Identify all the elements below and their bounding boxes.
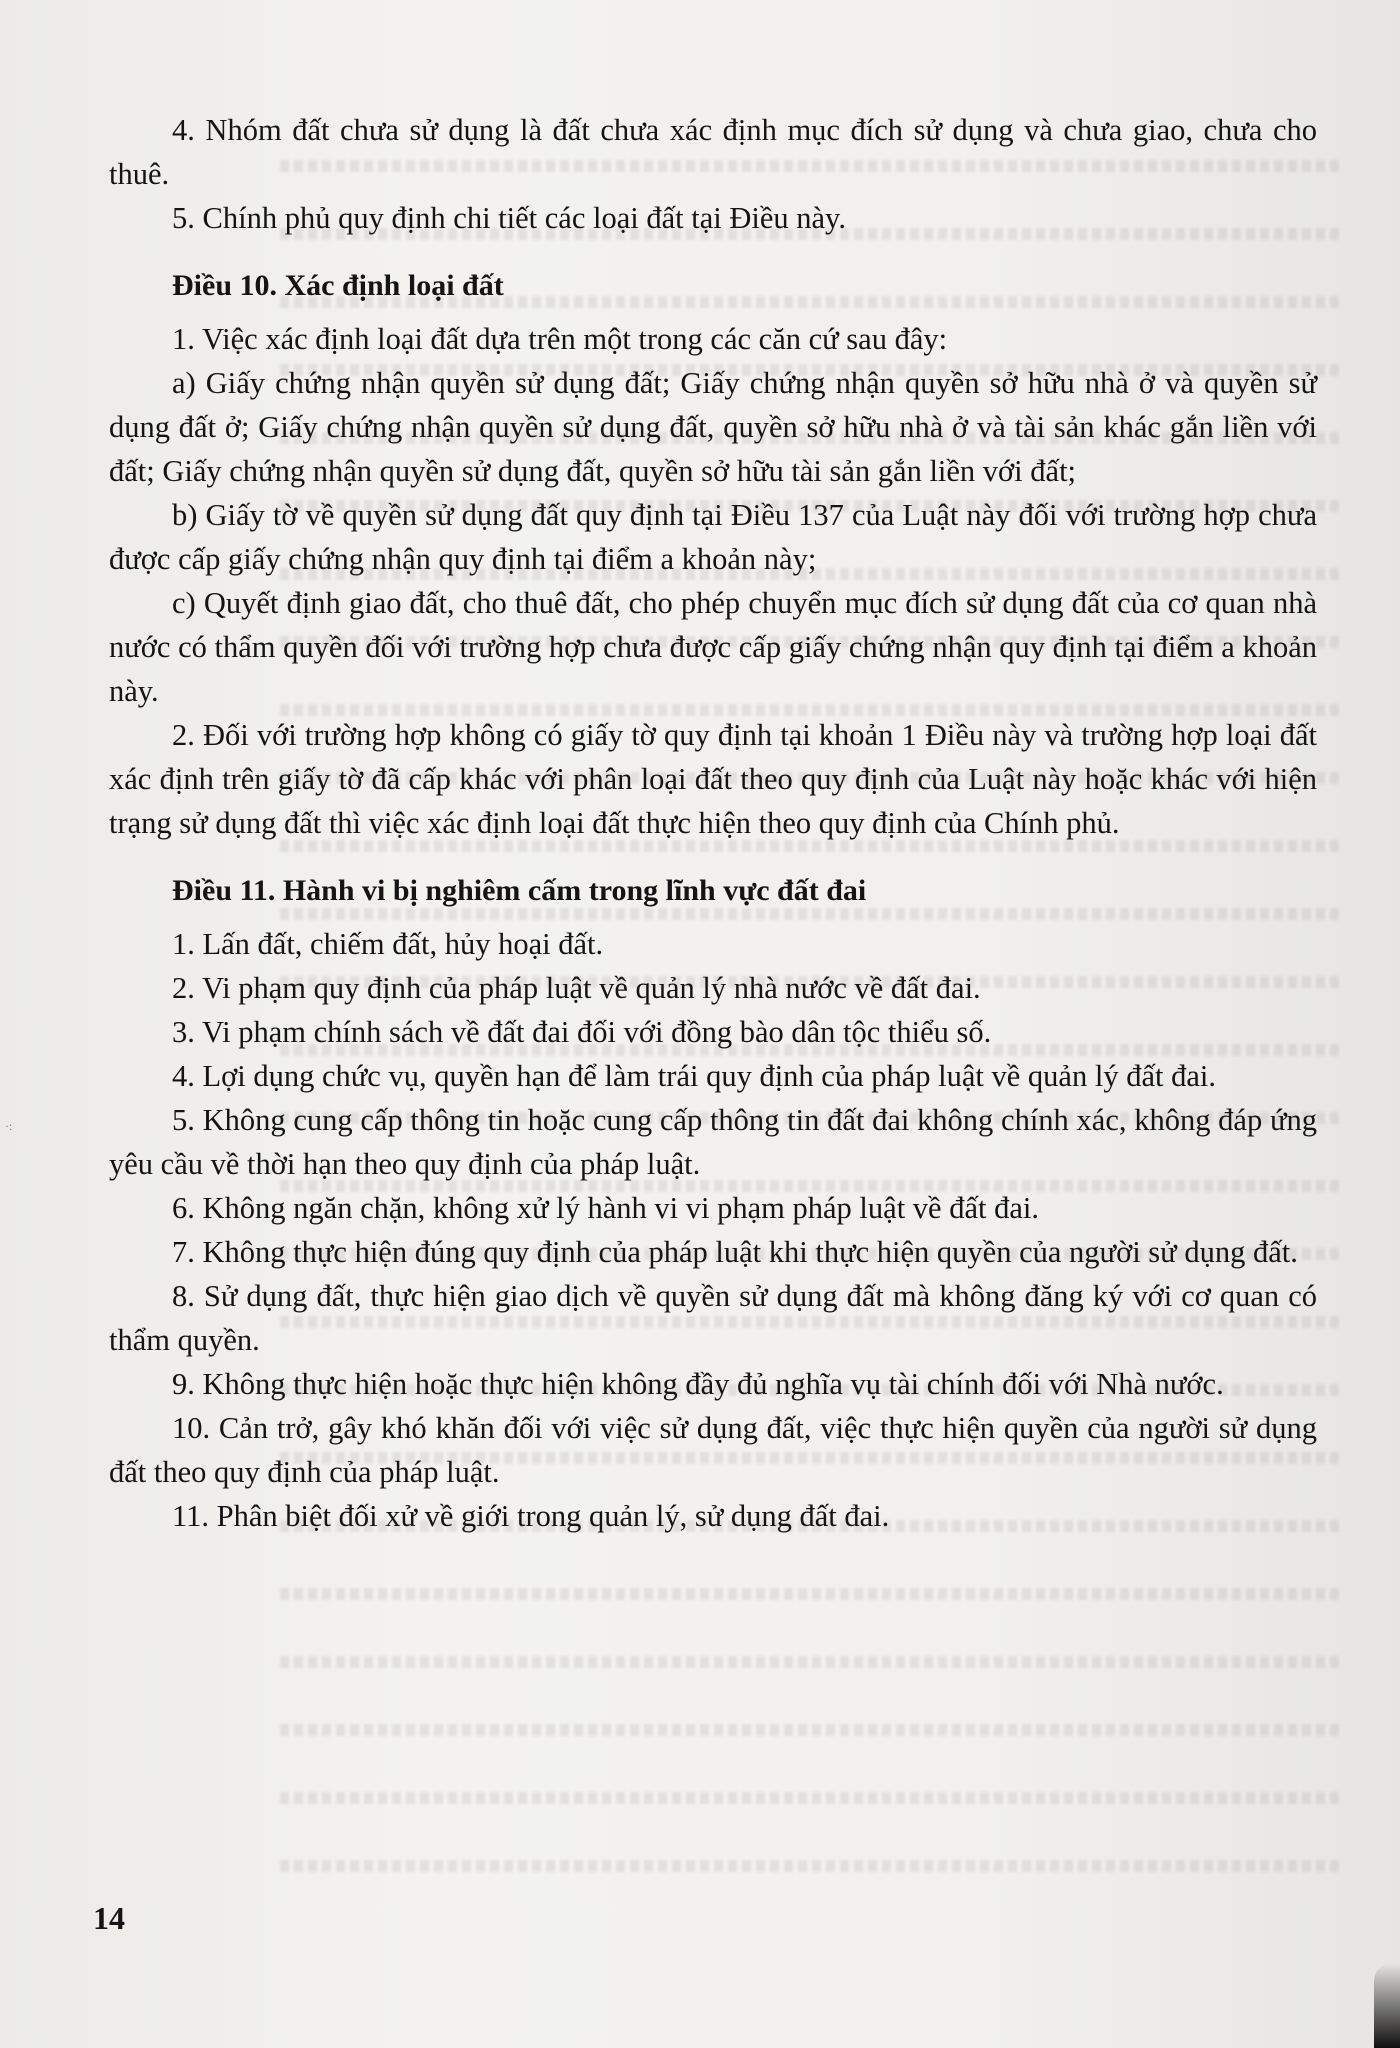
paragraph: 10. Cản trở, gây khó khăn đối với việc sử dụng đất, việc thực hiện quyền của người sử dụng đất theo quy định của pháp luật. [109, 1411, 1317, 1489]
paragraph: 8. Sử dụng đất, thực hiện giao dịch về quyền sử dụng đất mà không đăng ký với cơ quan có thẩm quyền. [109, 1279, 1317, 1357]
paragraph: 11. Phân biệt đối xử về giới trong quản lý, sử dụng đất đai. [172, 1499, 890, 1533]
paragraph: c) Quyết định giao đất, cho thuê đất, cho phép chuyển mục đích sử dụng đất của cơ quan nhà nước có thẩm quyền đối với trường hợp chưa được cấp giấy chứng nhận quy định tại điểm a khoản này. [109, 586, 1317, 708]
paragraph: 1. Lấn đất, chiếm đất, hủy hoại đất. [172, 927, 604, 961]
scan-speck: ·: [5, 1119, 13, 1133]
page-body [109, 108, 1317, 1538]
paragraph: 3. Vi phạm chính sách về đất đai đối với đồng bào dân tộc thiểu số. [172, 1015, 992, 1049]
page-number: 14 [93, 1900, 125, 1936]
paragraph: a) Giấy chứng nhận quyền sử dụng đất; Giấy chứng nhận quyền sở hữu nhà ở và quyền sử dụng đất ở; Giấy chứng nhận quyền sử dụng đất, quyền sở hữu nhà ở và tài sản khác gắn liền với đất; Giấy chứng nhận quyền sử dụng đất, quyền sở hữu tài sản gắn liền với đất; [109, 366, 1317, 488]
paragraph: 4. Nhóm đất chưa sử dụng là đất chưa xác định mục đích sử dụng và chưa giao, chưa cho thuê. [109, 113, 1317, 191]
paragraph: 5. Không cung cấp thông tin hoặc cung cấp thông tin đất đai không chính xác, không đáp ứng yêu cầu về thời hạn theo quy định của pháp luật. [109, 1103, 1317, 1181]
article-11-heading: Điều 11. Hành vi bị nghiêm cấm trong lĩnh vực đất đai [172, 874, 867, 907]
paragraph: 6. Không ngăn chặn, không xử lý hành vi vi phạm pháp luật về đất đai. [172, 1191, 1039, 1225]
paragraph: 2. Đối với trường hợp không có giấy tờ quy định tại khoản 1 Điều này và trường hợp loại đất xác định trên giấy tờ đã cấp khác với phân loại đất theo quy định của Luật này hoặc khác với hiện trạng sử dụng đất thì việc xác định loại đất thực hiện theo quy định của Chính phủ. [109, 718, 1317, 840]
paragraph: 9. Không thực hiện hoặc thực hiện không đầy đủ nghĩa vụ tài chính đối với Nhà nước. [172, 1367, 1224, 1401]
article-10-heading: Điều 10. Xác định loại đất [172, 269, 504, 302]
paragraph: b) Giấy tờ về quyền sử dụng đất quy định tại Điều 137 của Luật này đối với trường hợp chưa được cấp giấy chứng nhận quy định tại điểm a khoản này; [109, 498, 1317, 576]
paragraph: 7. Không thực hiện đúng quy định của pháp luật khi thực hiện quyền của người sử dụng đất. [172, 1235, 1298, 1269]
paragraph: 4. Lợi dụng chức vụ, quyền hạn để làm trái quy định của pháp luật về quản lý đất đai. [172, 1059, 1216, 1093]
paragraph: 2. Vi phạm quy định của pháp luật về quản lý nhà nước về đất đai. [172, 971, 981, 1005]
paragraph: 1. Việc xác định loại đất dựa trên một trong các căn cứ sau đây: [172, 322, 948, 356]
paragraph: 5. Chính phủ quy định chi tiết các loại đất tại Điều này. [172, 201, 846, 235]
page-edge-shadow [1374, 1963, 1400, 2048]
